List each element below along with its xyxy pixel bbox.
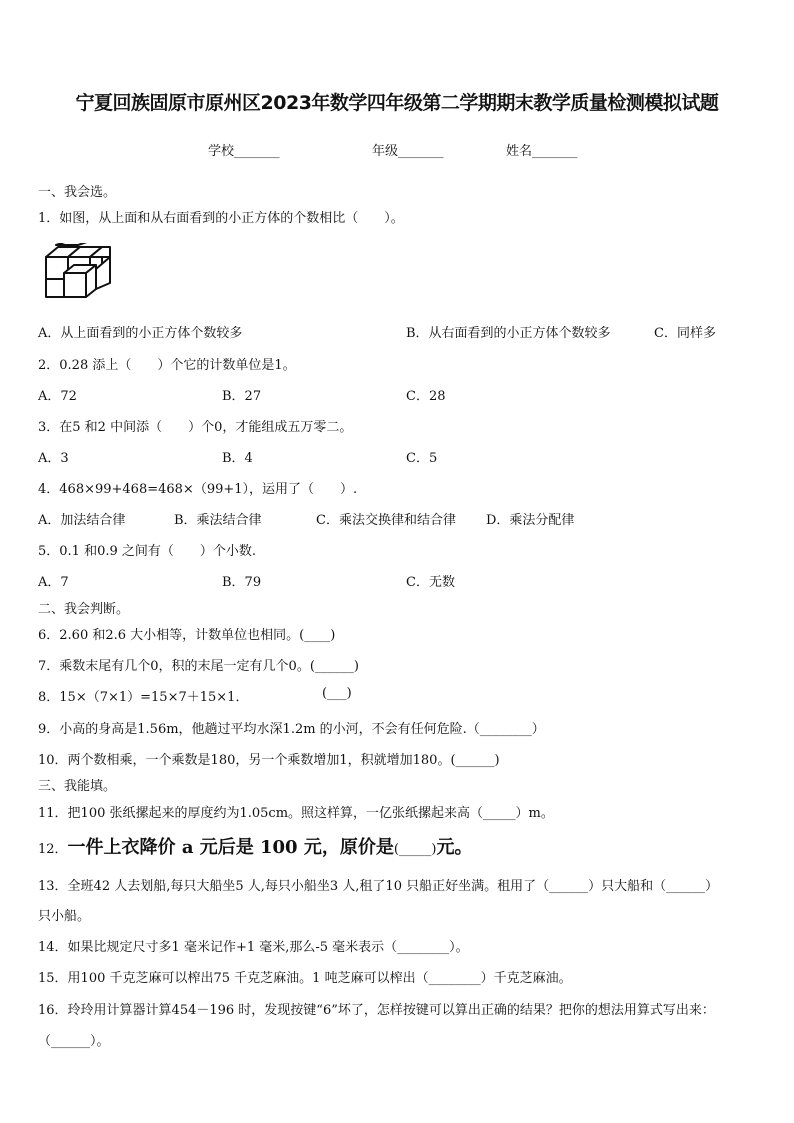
section-2-heading: 二、我会判断。	[38, 602, 130, 617]
question-15: 15．用100 千克芝麻可以榨出75 千克芝麻油。1 吨芝麻可以榨出（________）千克芝麻油。	[38, 971, 572, 986]
question-2: 2．0.28 添上（ ）个它的计数单位是1。	[38, 358, 296, 373]
question-12-end: 元。	[436, 837, 473, 858]
question-16-cont: （______）。	[38, 1034, 110, 1049]
question-12	[38, 833, 473, 859]
q5-option-c: C．无数	[406, 575, 455, 590]
q3-option-b: B．4	[222, 451, 253, 466]
question-13-cont: 只小船。	[38, 909, 91, 924]
q2-option-c: C．28	[406, 389, 446, 404]
question-5: 5．0.1 和0.9 之间有（ ）个小数.	[38, 544, 257, 559]
q4-option-b: B．乘法结合律	[174, 513, 262, 528]
school-field: 学校_______	[208, 144, 280, 159]
question-10: 10．两个数相乘，一个乘数是180，另一个乘数增加1，积就增加180。(______)	[38, 753, 500, 768]
page-title: 宁夏回族固原市原州区2023年数学四年级第二学期期末教学质量检测模拟试题	[75, 92, 719, 114]
question-12-text: 一件上衣降价 a 元后是 100 元，原价是	[67, 837, 394, 858]
question-4: 4．468×99+468=468×（99+1），运用了（ ）.	[38, 482, 358, 497]
q1-option-c: C．同样多	[654, 326, 716, 341]
question-1: 1．如图，从上面和从右面看到的小正方体的个数相比（ ）。	[38, 211, 404, 226]
q4-option-d: D．乘法分配律	[486, 513, 575, 528]
grade-field: 年级_______	[372, 144, 444, 159]
name-field: 姓名_______	[506, 144, 578, 159]
q1-option-a: A．从上面看到的小正方体个数较多	[38, 326, 243, 341]
q1-option-b: B．从右面看到的小正方体个数较多	[406, 326, 611, 341]
section-3-heading: 三、我能填。	[38, 779, 117, 794]
q2-option-b: B．27	[222, 389, 262, 404]
question-8-blank: (___)	[322, 686, 352, 701]
q3-option-c: C．5	[406, 451, 438, 466]
q4-option-c: C．乘法交换律和结合律	[316, 513, 456, 528]
cube-figure	[44, 243, 114, 307]
section-1-heading: 一、我会选。	[38, 185, 117, 200]
question-3: 3．在5 和2 中间添（ ）个0，才能组成五万零二。	[38, 420, 353, 435]
q3-option-a: A．3	[38, 451, 69, 466]
q5-option-a: A．7	[38, 575, 69, 590]
question-13: 13．全班42 人去划船,每只大船坐5 人,每只小船坐3 人,租了10 只船正好坐满。租用了（______）只大船和（______）	[38, 879, 719, 894]
question-8: 8．15×（7×1）=15×7＋15×1．	[38, 690, 249, 705]
q4-option-a: A．加法结合律	[38, 513, 126, 528]
question-12-number: 12．	[38, 842, 68, 857]
q2-option-a: A．72	[38, 389, 77, 404]
question-9: 9．小高的身高是1.56m，他趟过平均水深1.2m 的小河，不会有任何危险.（________）	[38, 722, 545, 737]
question-6: 6．2.60 和2.6 大小相等，计数单位也相同。(____)	[38, 628, 336, 643]
question-14: 14．如果比规定尺寸多1 毫米记作+1 毫米,那么-5 毫米表示（________）。	[38, 940, 469, 955]
question-11: 11．把100 张纸摞起来的厚度约为1.05cm。照这样算，一亿张纸摞起来高（_____）m。	[38, 806, 554, 821]
question-16: 16．玲玲用计算器计算454－196 时，发现按键“6”坏了，怎样按键可以算出正确的结果？把你的想法用算式写出来：	[38, 1003, 715, 1018]
question-12-blank: (_____)	[393, 842, 437, 857]
question-7: 7．乘数末尾有几个0，积的末尾一定有几个0。(______)	[38, 659, 359, 674]
q5-option-b: B．79	[222, 575, 262, 590]
